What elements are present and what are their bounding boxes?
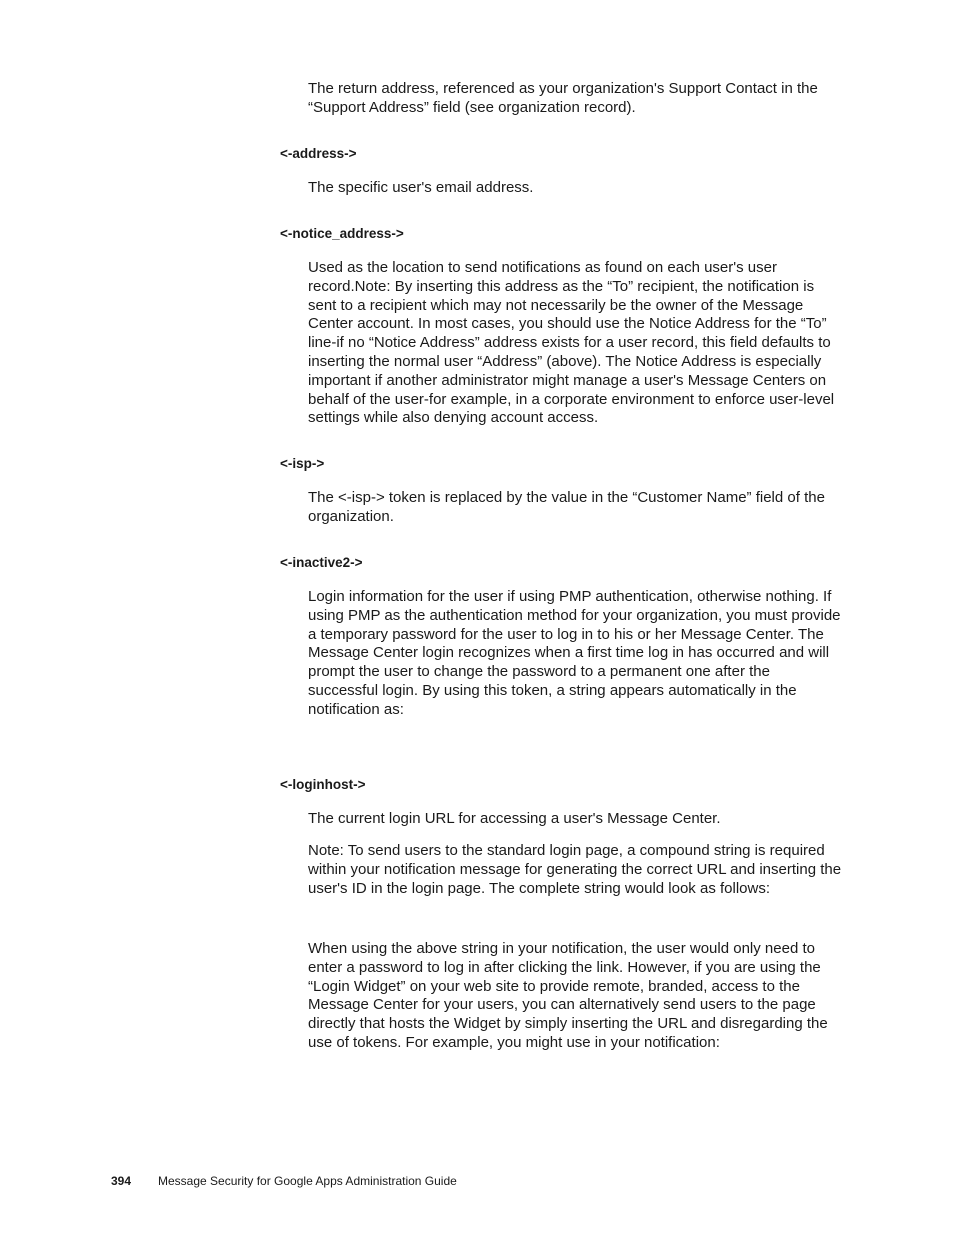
address-token-heading: <-address-> [280, 146, 357, 161]
notice-address-token-heading: <-notice_address-> [280, 226, 404, 241]
loginhost-token-heading: <-loginhost-> [280, 777, 366, 792]
page-number: 394 [111, 1174, 132, 1188]
guide-title: Message Security for Google Apps Administration Guide [158, 1174, 457, 1188]
notice-address-token-description: Used as the location to send notifications as found on each user's user record.Note: By inserting this address as the “To” recipient, the notification is sent to a recipient which may not necessarily be the owner of the Message Center account. In most cases, you should use the Notice Address for the “To” line-if no “Notice Address” address exists for a user record, this field defaults to inserting the normal user “Address” (above). The Notice Address is especially important if another administrator might manage a user's Message Centers on behalf of the user-for example, in a corporate environment to enforce user-level settings while also denying account access. [308, 259, 835, 427]
support-address-description: The return address, referenced as your organization's Support Contact in the “Support Address” field (see organization record). [308, 80, 818, 116]
page-footer [111, 1174, 457, 1188]
isp-token-description: The <-isp-> token is replaced by the value in the “Customer Name” field of the organization. [308, 489, 825, 525]
isp-token-heading: <-isp-> [280, 456, 325, 471]
inactive2-token-heading: <-inactive2-> [280, 555, 363, 570]
loginhost-token-description: The current login URL for accessing a user's Message Center. [308, 810, 721, 827]
inactive2-token-description: Login information for the user if using PMP authentication, otherwise nothing. If using PMP as the authentication method for your organization, you must provide a temporary password for the user to log in to his or her Message Center. The Message Center login recognizes when a first time log in has occurred and will prompt the user to change the password to a permanent one after the successful login. By using this token, a string appears automatically in the notification as: [308, 588, 841, 718]
loginhost-note: Note: To send users to the standard login page, a compound string is required within your notification message for generating the correct URL and inserting the user's ID in the login page. The complete string would look as follows: [308, 842, 842, 897]
login-widget-paragraph: When using the above string in your notification, the user would only need to enter a password to log in after clicking the link. However, if you are using the “Login Widget” on your web site to provide remote, branded, access to the Message Center for your users, you can alternatively send users to the page directly that hosts the Widget by simply inserting the URL and disregarding the use of tokens. For example, you might use in your notification: [308, 940, 828, 1051]
address-token-description: The specific user's email address. [308, 179, 534, 196]
